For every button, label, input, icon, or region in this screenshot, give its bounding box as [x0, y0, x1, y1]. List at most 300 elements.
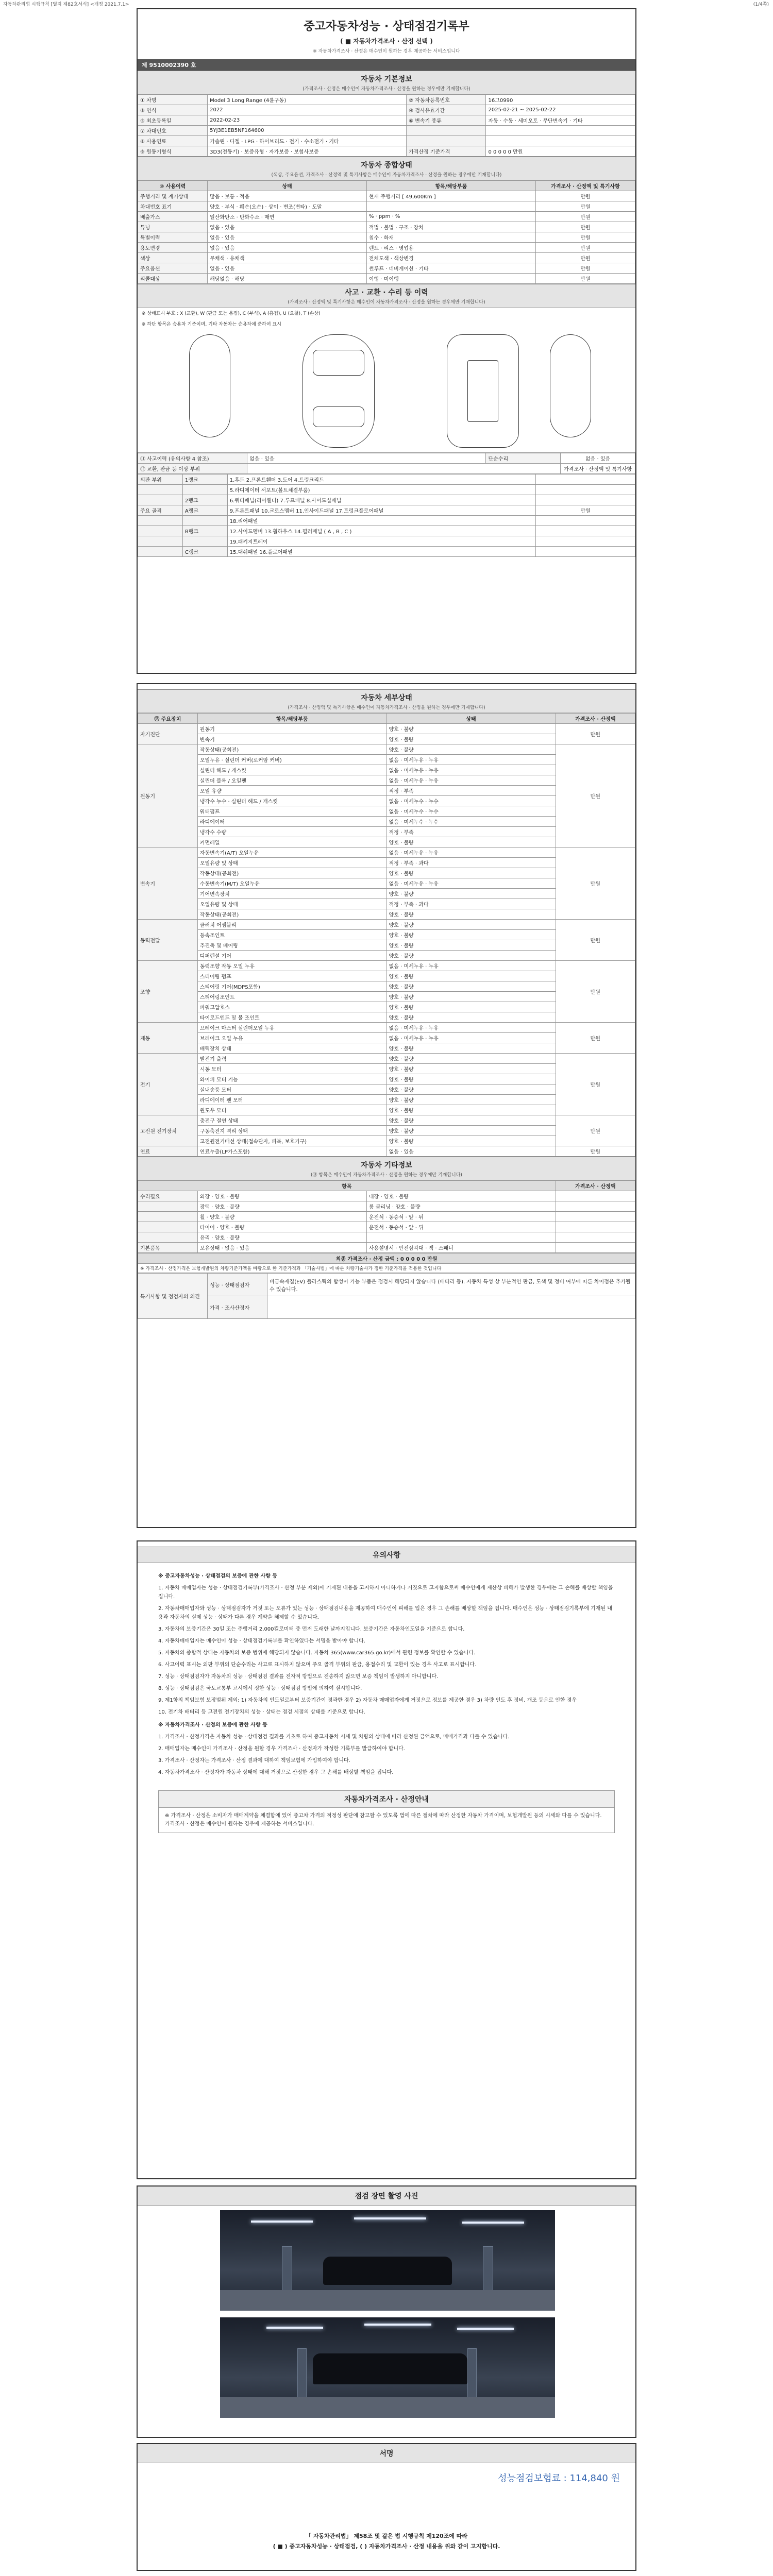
detail-item: 추진축 및 베어링 — [197, 940, 386, 951]
rank-group: 주요 골격 — [138, 505, 183, 516]
detail-state: 양호 · 불량 — [386, 1126, 556, 1136]
notice-item: 5. 자동차의 종합적 상태는 자동차의 보증 범위에 해당되지 않습니다. 자동차 365(www.car365.go.kr)에서 관련 정보를 확인할 수 있습니다. — [158, 1650, 476, 1656]
table-row — [138, 547, 635, 557]
other-item: 운전석 · 동승석 · 앞 · 뒤 — [366, 1212, 556, 1222]
rank-group — [138, 485, 183, 495]
page-2 — [137, 683, 636, 1528]
vehicle-windshield — [313, 350, 364, 376]
detail-item: 클러치 어셈블리 — [197, 920, 386, 930]
detail-item: 동력조향 작동 오일 누유 — [197, 961, 386, 971]
summary-price: 만원 — [535, 212, 635, 222]
summary-detail: 현재 주행거리 [ 49,600Km ] — [366, 191, 535, 201]
detail-state: 양호 · 불량 — [386, 1012, 556, 1023]
detail-state: 양호 · 불량 — [386, 1002, 556, 1012]
basic-label: ⑨ 원동기형식 — [138, 146, 208, 157]
table-row — [138, 1232, 635, 1243]
insurance-fee: 성능점검보험료 : 114,840 원 — [498, 2473, 620, 2484]
detail-item: 구동축전지 격리 상태 — [197, 1126, 386, 1136]
detail-item: 실린더 헤드 / 개스킷 — [197, 765, 386, 775]
other-item — [366, 1232, 556, 1243]
table-row — [138, 136, 635, 146]
detail-item: 워터펌프 — [197, 806, 386, 817]
basic-info-table — [138, 94, 635, 157]
rank-group — [138, 516, 183, 526]
other-group — [138, 1232, 198, 1243]
detail-item: 작동상태(공회전) — [197, 909, 386, 920]
basic-label — [407, 126, 486, 136]
notice-heading-2: ※ 자동차가격조사 · 산정의 보증에 관한 사항 등 — [158, 1722, 267, 1728]
detail-state: 양호 · 불량 — [386, 940, 556, 951]
detail-price: 만원 — [556, 1054, 635, 1115]
detail-group: 자기진단 — [138, 724, 198, 744]
detail-price: 만원 — [556, 920, 635, 961]
rank-parts: 6.쿼터패널(리어휀더) 7.루프패널 8.사이드실패널 — [227, 495, 535, 505]
detail-item: 브레이크 오일 누유 — [197, 1033, 386, 1043]
table-row — [138, 201, 635, 212]
photos-title: 점검 장면 촬영 사진 — [138, 2187, 635, 2206]
basic-value: 16그0990 — [486, 95, 635, 105]
basic-label: ⑤ 최초등록일 — [138, 115, 208, 126]
summary-detail: 침수 · 화재 — [366, 232, 535, 243]
table-row — [138, 1054, 635, 1064]
detail-item: 냉각수 수량 — [197, 827, 386, 837]
rank-level: B랭크 — [182, 526, 227, 536]
detail-item: 디퍼렌셜 기어 — [197, 951, 386, 961]
vehicle-diagram — [138, 329, 635, 453]
detail-state: 양호 · 불량 — [386, 951, 556, 961]
detail-state: 양호 · 불량 — [386, 1054, 556, 1064]
detail-item: 스티어링 기어(MDPS포함) — [197, 981, 386, 992]
table-row — [138, 1023, 635, 1033]
basic-label: ② 자동차등록번호 — [407, 95, 486, 105]
rank-level — [182, 536, 227, 547]
summary-detail: 이행 · 미이행 — [366, 274, 535, 284]
accident-legend: ※ 상태표시 부호 : X (교환), W (판금 또는 용접), C (부식), A (흠집), U (요철), T (손상) — [142, 311, 321, 316]
rank-parts: 5.라디에이터 서포트(볼트체결부품) — [227, 485, 535, 495]
detail-header: 자동차 세부상태 (가격조사 · 산정액 및 특기사항은 매수인이 자동차가격조사 · 산정을 원하는 경우에만 기재합니다) — [138, 689, 635, 713]
basic-value: 0 0 0 0 0 만원 — [486, 146, 635, 157]
summary-state: 일산화탄소 · 탄화수소 · 매연 — [208, 212, 367, 222]
summary-price: 만원 — [535, 274, 635, 284]
detail-state: 없음 · 미세누수 · 누수 — [386, 817, 556, 827]
final-price-note: ※ 가격조사 · 산정가격은 보험개발원의 차량기준가액을 바탕으로 한 기준가격과 「기술사법」에 따른 차량기술사가 정한 기준가격을 적용한 것입니다 — [138, 1264, 635, 1273]
rank-group — [138, 495, 183, 505]
basic-value: 3D3(전동기) · 보증유형 · 자가보증 · 보험사보증 — [208, 146, 407, 157]
summary-price: 만원 — [535, 201, 635, 212]
detail-item: 작동상태(공회전) — [197, 868, 386, 878]
detail-price: 만원 — [556, 724, 635, 744]
table-row — [138, 724, 635, 734]
summary-item: 주요옵션 — [138, 263, 208, 274]
basic-value — [486, 136, 635, 146]
summary-item: 리콜대상 — [138, 274, 208, 284]
detail-state: 양호 · 불량 — [386, 920, 556, 930]
rank-level: C랭크 — [182, 547, 227, 557]
rank-group: 외판 부위 — [138, 474, 183, 485]
document-title: 중고자동차성능 · 상태점검기록부 — [304, 20, 469, 33]
table-row — [138, 274, 635, 284]
detail-state: 없음 · 미세누유 · 누유 — [386, 878, 556, 889]
rank-price — [535, 536, 635, 547]
detail-state: 양호 · 불량 — [386, 1084, 556, 1095]
table-row — [138, 1115, 635, 1126]
detail-state: 양호 · 불량 — [386, 724, 556, 734]
detail-item: 고전원전기배선 상태(접속단자, 피복, 보호기구) — [197, 1136, 386, 1146]
table-row — [138, 105, 635, 115]
table-row — [138, 1243, 635, 1253]
notice-item: 2. 자동차매매업자와 성능 · 상태점검자가 거짓 또는 오류가 있는 성능 · 상태점검내용을 제공하여 매수인이 피해를 입은 경우 그 손해를 배상할 책임을 집니다. 매수인은 성능 · 상태점검기록부에 기재된 내용과 자동차의 실제 성능 · 상태가 다른 경우 계약을 해제할 수 있습니다. — [158, 1606, 612, 1620]
detail-item: 충전구 절연 상태 — [197, 1115, 386, 1126]
detail-group: 제동 — [138, 1023, 198, 1054]
detail-price: 만원 — [556, 1023, 635, 1054]
other-item: 보유상태 · 없음 · 있음 — [197, 1243, 366, 1253]
basic-label: ④ 검사유효기간 — [407, 105, 486, 115]
other-table — [138, 1180, 635, 1253]
inspector-label: 성능 · 상태점검자 — [208, 1274, 267, 1296]
summary-item: 색상 — [138, 253, 208, 263]
summary-price: 만원 — [535, 222, 635, 232]
detail-item: 브레이크 마스터 실린더오일 누유 — [197, 1023, 386, 1033]
detail-state: 양호 · 불량 — [386, 1074, 556, 1084]
page-indicator: (1/4쪽) — [753, 2, 769, 7]
parts-empty — [247, 464, 561, 474]
summary-column-header: 상태 — [208, 181, 367, 191]
detail-item: 작동상태(공회전) — [197, 744, 386, 755]
detail-column-header: 항목/해당부품 — [197, 714, 386, 724]
detail-item: 라디에이터 팬 모터 — [197, 1095, 386, 1105]
detail-state: 양호 · 불량 — [386, 889, 556, 899]
basic-label — [407, 136, 486, 146]
detail-column-header: ⑬ 주요장치 — [138, 714, 198, 724]
detail-state: 양호 · 불량 — [386, 909, 556, 920]
detail-state: 양호 · 불량 — [386, 1095, 556, 1105]
rank-price — [535, 547, 635, 557]
basic-label: ① 차명 — [138, 95, 208, 105]
detail-state: 없음 · 미세누수 · 누수 — [386, 806, 556, 817]
detail-item: 실내송풍 모터 — [197, 1084, 386, 1095]
table-row — [138, 920, 635, 930]
other-item: 휠 · 양호 · 불량 — [197, 1212, 366, 1222]
detail-state: 없음 · 미세누유 · 누유 — [386, 765, 556, 775]
detail-group: 전기 — [138, 1054, 198, 1115]
accident-legend-2: ※ 하단 항목은 승용차 기준이며, 기타 자동차는 승용차에 준하여 표시 — [142, 322, 281, 327]
notice-item: 7. 성능 · 상태점검자가 자동차의 성능 · 상태점검 결과를 전자적 방법으로 전송하지 않으면 보증 책임이 발생하지 아니합니다. — [158, 1674, 439, 1680]
page-3 — [137, 1540, 636, 2179]
summary-detail — [366, 201, 535, 212]
detail-item: 원동기 — [197, 724, 386, 734]
detail-item: 라디에이터 — [197, 817, 386, 827]
summary-column-header: 항목/해당부품 — [366, 181, 535, 191]
basic-label: 가격산정 기준가격 — [407, 146, 486, 157]
other-item: 내장 · 양호 · 불량 — [366, 1191, 556, 1201]
detail-item: 커먼레일 — [197, 837, 386, 848]
vehicle-rear-window — [313, 406, 364, 427]
other-item: 외장 · 양호 · 불량 — [197, 1191, 366, 1201]
notice-item: 1. 가격조사 · 산정가격은 자동차 성능 · 상태점검 결과를 기초로 하여 중고자동차 시세 및 차량의 상태에 따라 산정된 금액으로, 매매가격과 다를 수 있습니다. — [158, 1734, 510, 1740]
detail-group: 변속기 — [138, 848, 198, 920]
vehicle-front-outline — [189, 334, 230, 437]
rank-parts: 19.패키지트레이 — [227, 536, 535, 547]
detail-item: 시동 모터 — [197, 1064, 386, 1074]
basic-label: ⑧ 사용연료 — [138, 136, 208, 146]
summary-price: 만원 — [535, 232, 635, 243]
other-group — [138, 1222, 198, 1232]
table-row — [138, 536, 635, 547]
table-row — [138, 1191, 635, 1201]
signature-line-2: ( ■ ) 중고자동차성능 · 상태점검, ( ) 자동차가격조사 · 산정 내용을 위와 같이 고지합니다. — [273, 2543, 500, 2550]
basic-label: ⑦ 차대번호 — [138, 126, 208, 136]
table-row — [138, 848, 635, 858]
detail-state: 적정 · 부족 — [386, 827, 556, 837]
table-row — [138, 95, 635, 105]
other-item: 룸 클리닝 · 양호 · 불량 — [366, 1201, 556, 1212]
table-row — [138, 516, 635, 526]
detail-item: 냉각수 누수 · 실린더 헤드 / 개스킷 — [197, 796, 386, 806]
detail-state: 없음 · 미세누유 · 누유 — [386, 1033, 556, 1043]
table-row — [138, 263, 635, 274]
other-header: 자동차 기타정보 (⑭ 항목은 매수인이 자동차가격조사 · 산정을 원하는 경우에만 기재합니다) — [138, 1157, 635, 1180]
accident-history-value: 없음 · 있음 — [247, 453, 486, 464]
accident-price-label: 가격조사 · 산정액 및 특기사항 — [561, 464, 635, 474]
other-price — [556, 1191, 635, 1201]
summary-state: 없음 · 있음 — [208, 222, 367, 232]
detail-state: 없음 · 미세누유 · 누유 — [386, 1023, 556, 1033]
table-row — [138, 253, 635, 263]
detail-state: 양호 · 불량 — [386, 971, 556, 981]
page-1 — [137, 8, 636, 674]
detail-group: 고전원 전기장치 — [138, 1115, 198, 1146]
notice-item: 3. 가격조사 · 산정자는 가격조사 · 산정 결과에 대하여 책임보험에 가입하여야 합니다. — [158, 1758, 350, 1764]
other-item: 유리 · 양호 · 불량 — [197, 1232, 366, 1243]
signature-line-1: 「 자동차관리법」 제58조 및 같은 법 시행규칙 제120조에 따라 — [305, 2533, 468, 2539]
detail-column-header: 상태 — [386, 714, 556, 724]
parts-label: ⑫ 교환, 판금 등 이상 부위 — [138, 464, 247, 474]
basic-info-header: 자동차 기본정보 (가격조사 · 산정은 매수인이 자동차가격조사 · 산정을 원하는 경우에만 기재합니다) — [138, 71, 635, 94]
page-4-photos — [137, 2185, 636, 2438]
detail-item: 수동변속기(M/T) 오일누유 — [197, 878, 386, 889]
detail-price: 만원 — [556, 961, 635, 1023]
special-notes-table — [138, 1273, 635, 1319]
summary-state: 없음 · 있음 — [208, 232, 367, 243]
simple-repair-label: 단순수리 — [486, 453, 561, 464]
detail-state: 없음 · 미세누유 · 누유 — [386, 755, 556, 765]
detail-item: 실린더 블록 / 오일팬 — [197, 775, 386, 786]
summary-state: 양호 · 부식 · 훼손(오손) · 상이 · 변조(변타) · 도말 — [208, 201, 367, 212]
summary-state: 없음 · 있음 — [208, 243, 367, 253]
detail-item: 스티어링조인트 — [197, 992, 386, 1002]
table-row — [138, 191, 635, 201]
basic-value: 2025-02-21 ~ 2025-02-22 — [486, 105, 635, 115]
table-row — [138, 495, 635, 505]
detail-group: 조향 — [138, 961, 198, 1023]
final-price-header: 최종 가격조사 · 산정 금액 : 0 0 0 0 0 만원 — [138, 1253, 635, 1264]
other-price — [556, 1212, 635, 1222]
notice-item: 2. 매매업자는 매수인이 가격조사 · 산정을 원할 경우 가격조사 · 산정자가 작성한 기록부를 발급하여야 합니다. — [158, 1746, 405, 1752]
notice-item: 10. 전기차 배터리 등 고전원 전기장치의 성능 · 상태는 점검 시점의 상태를 기준으로 합니다. — [158, 1709, 365, 1715]
detail-item: 타이로드엔드 및 볼 조인트 — [197, 1012, 386, 1023]
signature-title: 서명 — [138, 2444, 635, 2463]
basic-value: Model 3 Long Range (4륜구동) — [208, 95, 407, 105]
appraiser-label: 가격 · 조사산정자 — [208, 1296, 267, 1319]
detail-state: 양호 · 불량 — [386, 992, 556, 1002]
rank-level: 1랭크 — [182, 474, 227, 485]
detail-column-header: 가격조사 · 산정액 — [556, 714, 635, 724]
summary-state: 해당없음 · 해당 — [208, 274, 367, 284]
table-row — [138, 1222, 635, 1232]
basic-value: 2022 — [208, 105, 407, 115]
summary-detail: 전체도색 · 색상변경 — [366, 253, 535, 263]
notice-item: 3. 자동차의 보증기간은 30일 또는 주행거리 2,000킬로미터 중 먼저 도래한 날까지입니다. 보증기간은 자동차인도일을 기준으로 합니다. — [158, 1626, 465, 1632]
notice-heading-1: ※ 중고자동차성능 · 상태점검의 보증에 관한 사항 등 — [158, 1573, 278, 1579]
table-row — [138, 115, 635, 126]
form-reference: 자동차관리법 시행규칙 [별지 제82호서식] <개정 2021.7.1> — [3, 2, 129, 7]
detail-state: 양호 · 불량 — [386, 981, 556, 992]
detail-group: 원동기 — [138, 744, 198, 848]
other-item: 운전석 · 동승석 · 앞 · 뒤 — [366, 1222, 556, 1232]
detail-state: 없음 · 미세누수 · 누수 — [386, 796, 556, 806]
detail-item: 오일유량 및 상태 — [197, 858, 386, 868]
table-row — [138, 1201, 635, 1212]
detail-item: 파워고압호스 — [197, 1002, 386, 1012]
detail-item: 스티어링 펌프 — [197, 971, 386, 981]
rank-price — [535, 526, 635, 536]
summary-item: 주행거리 및 계기상태 — [138, 191, 208, 201]
vehicle-floor-panel — [467, 360, 498, 422]
summary-item: 특별이력 — [138, 232, 208, 243]
detail-item: 기어변속장치 — [197, 889, 386, 899]
basic-value: 2022-02-23 — [208, 115, 407, 126]
detail-item: 와이퍼 모터 기능 — [197, 1074, 386, 1084]
inspection-photo-1 — [220, 2210, 555, 2311]
table-row — [138, 212, 635, 222]
summary-price: 만원 — [535, 243, 635, 253]
detail-state: 양호 · 불량 — [386, 930, 556, 940]
summary-item: 배출가스 — [138, 212, 208, 222]
detail-state: 양호 · 불량 — [386, 1043, 556, 1054]
summary-header: 자동차 종합상태 (색상, 주요옵션, 가격조사 · 산정액 및 특기사항은 매수인이 자동차가격조사 · 산정을 원하는 경우에만 기재합니다) — [138, 157, 635, 180]
rank-table — [138, 474, 635, 557]
rank-price — [535, 485, 635, 495]
other-price — [556, 1232, 635, 1243]
basic-value — [486, 126, 635, 136]
detail-state: 양호 · 불량 — [386, 1105, 556, 1115]
other-price — [556, 1222, 635, 1232]
rank-price — [535, 495, 635, 505]
summary-price: 만원 — [535, 191, 635, 201]
notice-item: 8. 성능 · 상태점검은 국토교통부 고시에서 정한 성능 · 상태점검 방법에 의하여 실시합니다. — [158, 1686, 362, 1691]
rank-price: 만원 — [535, 505, 635, 516]
summary-table — [138, 180, 635, 284]
notice-header: 유의사항 — [138, 1547, 635, 1563]
detail-group: 연료 — [138, 1146, 198, 1157]
detail-price: 만원 — [556, 848, 635, 920]
detail-group: 동력전달 — [138, 920, 198, 961]
rank-parts: 18.리어패널 — [227, 516, 535, 526]
table-row — [138, 961, 635, 971]
other-column-header: 가격조사 · 산정액 — [556, 1181, 635, 1191]
other-item: 타이어 · 양호 · 불량 — [197, 1222, 366, 1232]
basic-label: ③ 연식 — [138, 105, 208, 115]
table-row — [138, 526, 635, 536]
rank-level — [182, 485, 227, 495]
summary-state: 무채색 · 유채색 — [208, 253, 367, 263]
detail-item: 변속기 — [197, 734, 386, 744]
summary-item: 차대번호 표기 — [138, 201, 208, 212]
notice-item: 4. 자동차가격조사 · 산정자가 자동차 상태에 대해 거짓으로 산정한 경우 그 손해를 배상할 책임을 집니다. — [158, 1770, 394, 1775]
rank-price — [535, 474, 635, 485]
detail-item: 연료누출(LP가스포함) — [197, 1146, 386, 1157]
summary-column-header: 가격조사 · 산정액 및 특기사항 — [535, 181, 635, 191]
basic-value: 5YJ3E1EB5NF164600 — [208, 126, 407, 136]
accident-header: 사고 · 교환 · 수리 등 이력 (가격조사 · 산정액 및 특기사항은 매수인이 자동차가격조사 · 산정을 원하는 경우에만 기재합니다) — [138, 284, 635, 308]
detail-item: 자동변속기(A/T) 오일누유 — [197, 848, 386, 858]
detail-state: 양호 · 불량 — [386, 1115, 556, 1126]
summary-price: 만원 — [535, 263, 635, 274]
rank-level: 2랭크 — [182, 495, 227, 505]
table-row — [138, 485, 635, 495]
detail-state: 없음 · 있음 — [386, 1146, 556, 1157]
detail-state: 양호 · 불량 — [386, 868, 556, 878]
detail-state: 없음 · 미세누유 · 누유 — [386, 848, 556, 858]
other-item: 사용설명서 · 안전삼각대 · 잭 · 스패너 — [366, 1243, 556, 1253]
other-price — [556, 1243, 635, 1253]
final-price-table — [138, 1253, 635, 1273]
basic-value: 자동 · 수동 · 세미오토 · 무단변속기 · 기타 — [486, 115, 635, 126]
simple-repair-value: 없음 · 있음 — [561, 453, 635, 464]
summary-item: 튜닝 — [138, 222, 208, 232]
detail-state: 양호 · 불량 — [386, 837, 556, 848]
detail-price: 만원 — [556, 1115, 635, 1146]
table-row — [138, 474, 635, 485]
other-group: 수리필요 — [138, 1191, 198, 1201]
summary-state: 많음 · 보통 · 적음 — [208, 191, 367, 201]
table-row — [138, 126, 635, 136]
detail-state: 양호 · 불량 — [386, 744, 556, 755]
detail-item: 오일 유량 — [197, 786, 386, 796]
document-note: ※ 자동차가격조사 · 산정은 매수인이 원하는 경우 제공하는 서비스입니다 — [313, 49, 460, 54]
detail-state: 양호 · 불량 — [386, 734, 556, 744]
detail-item: 오일누유 · 실린더 커버(로커암 커버) — [197, 755, 386, 765]
summary-state: 없음 · 있음 — [208, 263, 367, 274]
other-group: 기본품목 — [138, 1243, 198, 1253]
summary-detail: 적법 · 불법 · 구조 · 장치 — [366, 222, 535, 232]
accident-history-table — [138, 453, 635, 474]
other-item: 광택 · 양호 · 불량 — [197, 1201, 366, 1212]
detail-state: 양호 · 불량 — [386, 1136, 556, 1146]
rank-level — [182, 516, 227, 526]
inspector-opinion: 비금속재질(EV) 플라스틱의 합성이 가능 부품은 점검시 해당되지 않습니다 (배터리 등). 자동차 특성 상 부분적인 판금, 도색 및 정비 여부에 따른 차이점은 추가될 수 있습니다. — [267, 1274, 635, 1296]
detail-state: 적정 · 부족 · 과다 — [386, 858, 556, 868]
table-row — [138, 222, 635, 232]
summary-detail: 렌트 · 리스 · 영업용 — [366, 243, 535, 253]
summary-price: 만원 — [535, 253, 635, 263]
detail-price: 만원 — [556, 744, 635, 848]
document-subtitle: ( ■ 자동차가격조사 · 산정 선택 ) — [340, 38, 433, 45]
summary-column-header: ⑩ 사용이력 — [138, 181, 208, 191]
detail-item: 배력장치 상태 — [197, 1043, 386, 1054]
rank-level: A랭크 — [182, 505, 227, 516]
page-5-signature — [137, 2443, 636, 2571]
document-header-line — [0, 0, 773, 6]
rank-group — [138, 547, 183, 557]
table-row — [138, 505, 635, 516]
notice-item: 1. 자동차 매매업자는 성능 · 상태점검기록부(가격조사 · 산정 부분 제외)에 기재된 내용을 고지하지 아니하거나 거짓으로 고지함으로써 매수인에게 재산상 피해가 발생한 경우에는 그 손해를 배상할 책임을 집니다. — [158, 1585, 613, 1600]
rank-parts: 12.사이드멤버 13.휠하우스 14.필러패널 ( A , B , C ) — [227, 526, 535, 536]
other-price — [556, 1201, 635, 1212]
appraisal-guide: 자동차가격조사 · 산정안내 ※ 가격조사 · 산정은 소비자가 매매계약을 체결함에 있어 중고차 가격의 적정성 판단에 참고할 수 있도록 법에 따른 절차에 따라 산정한 자동차 가격이며, 보험개발원 등의 시세와 다를 수 있습니다. 가격조사 · 산정은 매수인이 원하는 경우에 제공하는 서비스입니다. — [158, 1790, 615, 1833]
basic-label: ⑥ 변속기 종류 — [407, 115, 486, 126]
detail-item: 윈도우 모터 — [197, 1105, 386, 1115]
